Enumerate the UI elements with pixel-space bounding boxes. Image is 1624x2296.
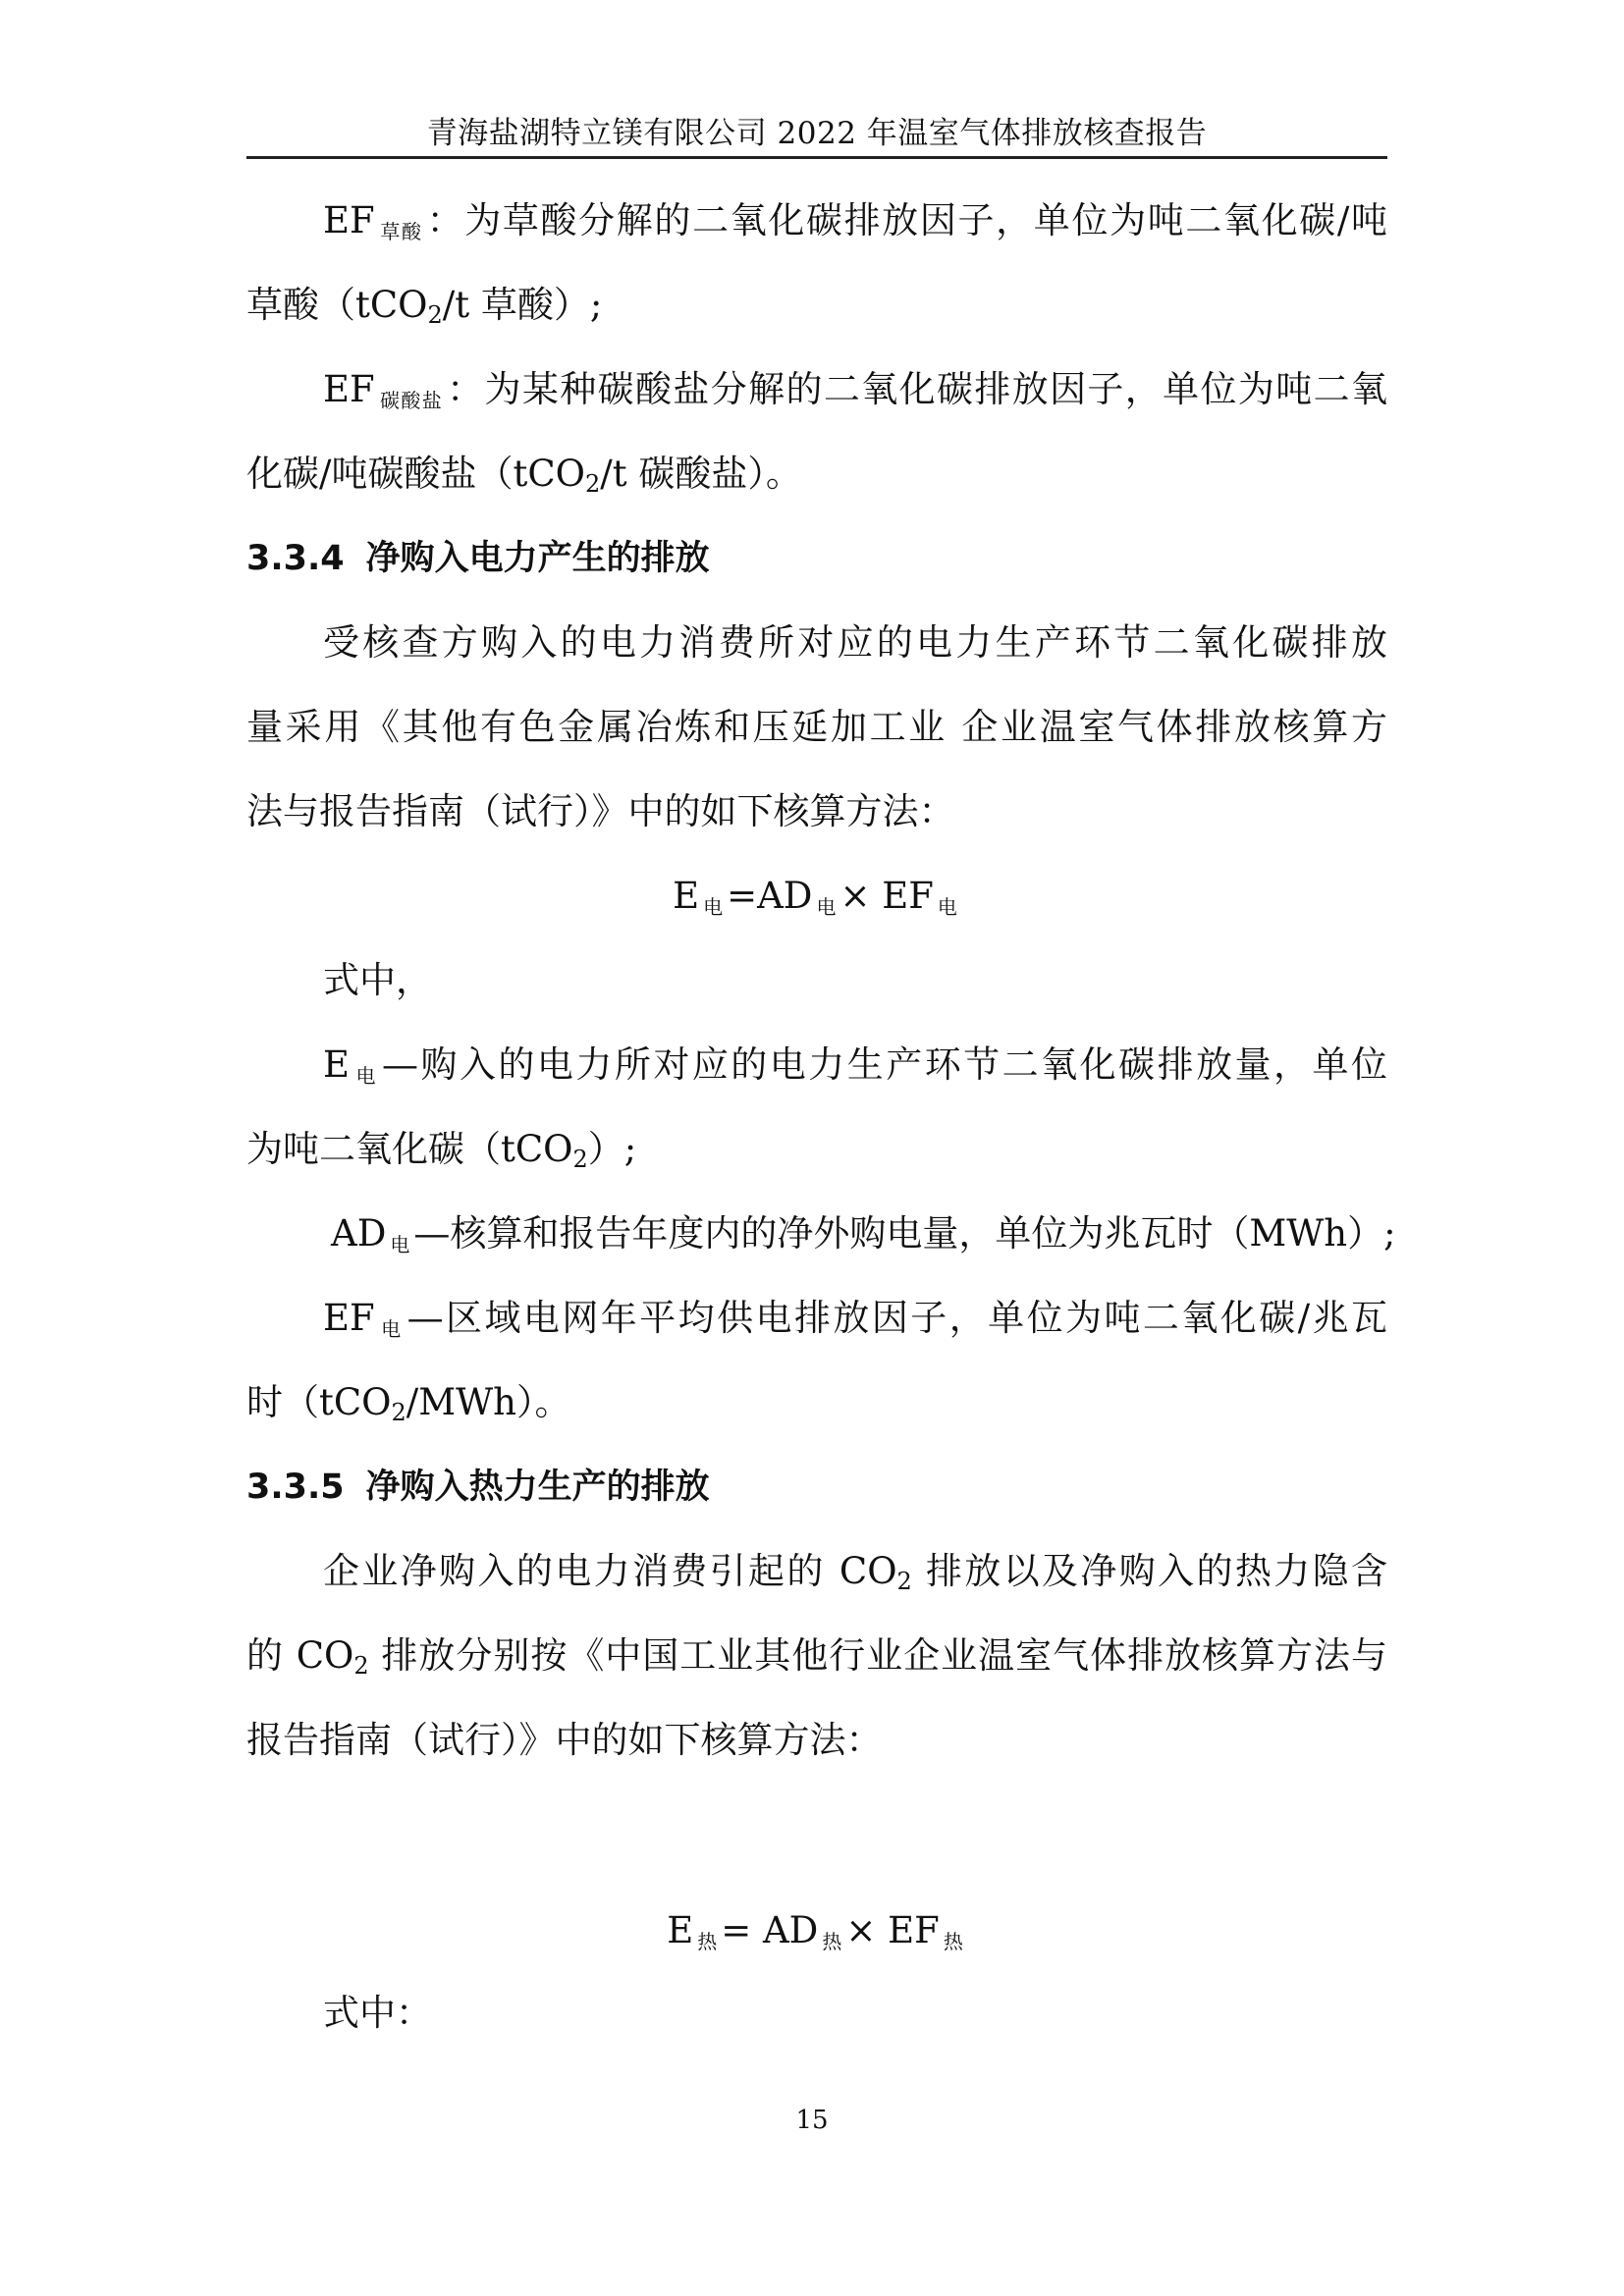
para-335-line2: 的 CO2 排放分别按《中国工业其他行业企业温室气体排放核算方法与 xyxy=(246,1634,1387,1680)
ef-oxalic-line1: EF $_{草酸}$ ：为草酸分解的二氧化碳排放因子，单位为吨二氧化碳/吨 xyxy=(323,199,1388,243)
def-ef-elec-line1: EF $_电$ —区域电网年平均供电排放因子，单位为吨二氧化碳/兆瓦 xyxy=(323,1297,1388,1341)
para-335-line3: 报告指南（试行）》中的如下核算方法： xyxy=(246,1719,883,1761)
page-number: 15 xyxy=(795,2106,829,2135)
def-e-elec-line1: E $_电$ —购入的电力所对应的电力生产环节二氧化碳排放量，单位 xyxy=(323,1043,1388,1088)
header-title: 青海盐湖特立镁有限公司 2022 年温室气体排放核查报告 xyxy=(426,116,1208,151)
para-335-line1: 企业净购入的电力消费引起的 CO2 排放以及净购入的热力隐含 xyxy=(323,1550,1387,1595)
para-334-line2: 量采用《其他有色金属冶炼和压延加工业 企业温室气体排放核算方 xyxy=(246,706,1387,748)
def-ef-elec-line2: 时（tCO2/MWh）。 xyxy=(246,1381,571,1426)
ef-carbonate-line2: 化碳/吨碳酸盐（tCO2/t 碳酸盐）。 xyxy=(246,453,802,498)
section-heading-3-3-4: 3.3.4 净购入电力产生的排放 xyxy=(246,539,710,578)
where-label-1: 式中， xyxy=(323,959,432,1001)
def-ad-elec: AD $_电$ —核算和报告年度内的净外购电量，单位为兆瓦时（MWh）; xyxy=(331,1212,1396,1256)
where-label-2: 式中： xyxy=(323,1992,432,2034)
ef-oxalic-line2: 草酸（tCO2/t 草酸）; xyxy=(246,284,603,329)
section-heading-3-3-5: 3.3.5 净购入热力生产的排放 xyxy=(246,1468,710,1507)
para-334-line1: 受核查方购入的电力消费所对应的电力生产环节二氧化碳排放 xyxy=(323,621,1387,664)
formula-electricity: E $_电$ =AD $_电$ × EF $_电$ xyxy=(673,875,957,919)
def-e-elec-line2: 为吨二氧化碳（tCO2）; xyxy=(246,1128,637,1173)
para-334-line3: 法与报告指南（试行）》中的如下核算方法： xyxy=(246,790,955,832)
page-header xyxy=(246,110,1387,159)
formula-heat: E $_热$ = AD $_热$ × EF $_热$ xyxy=(667,1909,963,1953)
ef-carbonate-line1: EF $_{碳酸盐}$ ：为某种碳酸盐分解的二氧化碳排放因子，单位为吨二氧 xyxy=(323,368,1388,412)
